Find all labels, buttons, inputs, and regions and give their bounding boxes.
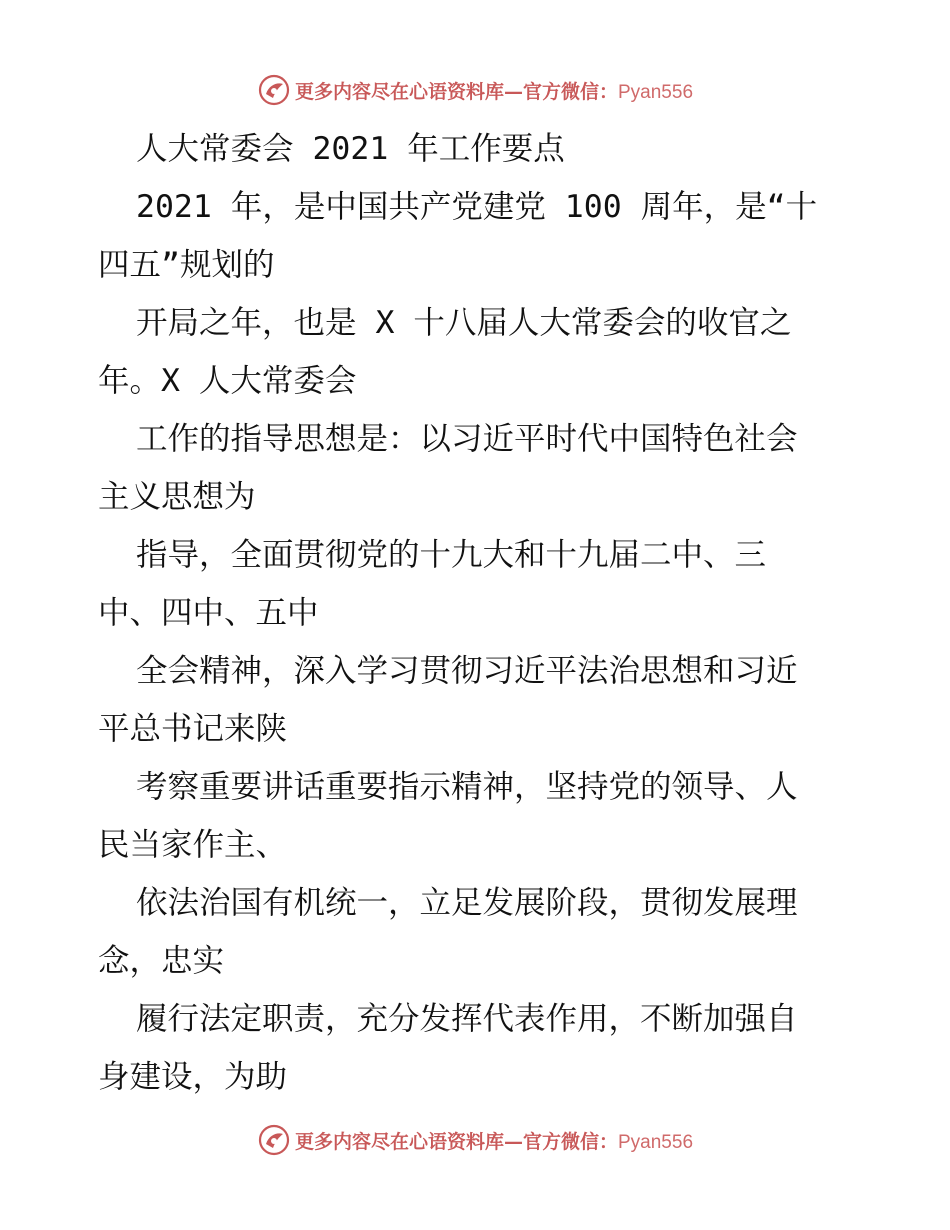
doc-line: 2021 年，是中国共产党建党 100 周年，是“十 — [136, 189, 818, 225]
doc-line: 身建设，为助 — [98, 1059, 288, 1095]
document-body — [98, 120, 858, 1106]
doc-line: 人大常委会 2021 年工作要点 — [136, 131, 565, 167]
doc-line: 年。X 人大常委会 — [98, 363, 357, 399]
doc-line: 依法治国有机统一，立足发展阶段，贯彻发展理 — [136, 885, 798, 921]
doc-line: 中、四中、五中 — [98, 595, 319, 631]
doc-line: 工作的指导思想是：以习近平时代中国特色社会 — [136, 421, 798, 457]
doc-line: 全会精神，深入学习贯彻习近平法治思想和习近 — [136, 653, 798, 689]
banner-account: Pyan556 — [618, 81, 694, 103]
logo-icon — [257, 1123, 291, 1157]
doc-line: 主义思想为 — [98, 479, 256, 515]
banner-account: Pyan556 — [618, 1131, 694, 1153]
doc-line: 指导，全面贯彻党的十九大和十九届二中、三 — [136, 537, 767, 573]
banner-text: 更多内容尽在心语资料库—官方微信：Pyan556 — [294, 80, 694, 103]
doc-line: 开局之年，也是 X 十八届人大常委会的收官之 — [136, 305, 792, 341]
doc-line: 考察重要讲话重要指示精神，坚持党的领导、人 — [136, 769, 798, 805]
header-banner — [0, 68, 950, 112]
doc-line: 四五”规划的 — [98, 247, 275, 283]
doc-line: 平总书记来陕 — [98, 711, 288, 747]
doc-line: 履行法定职责，充分发挥代表作用，不断加强自 — [136, 1001, 798, 1037]
footer-banner — [0, 1118, 950, 1162]
logo-icon — [257, 73, 291, 107]
doc-line: 念，忠实 — [98, 943, 225, 979]
doc-line: 民当家作主、 — [98, 827, 288, 863]
banner-text: 更多内容尽在心语资料库—官方微信：Pyan556 — [294, 1130, 694, 1153]
